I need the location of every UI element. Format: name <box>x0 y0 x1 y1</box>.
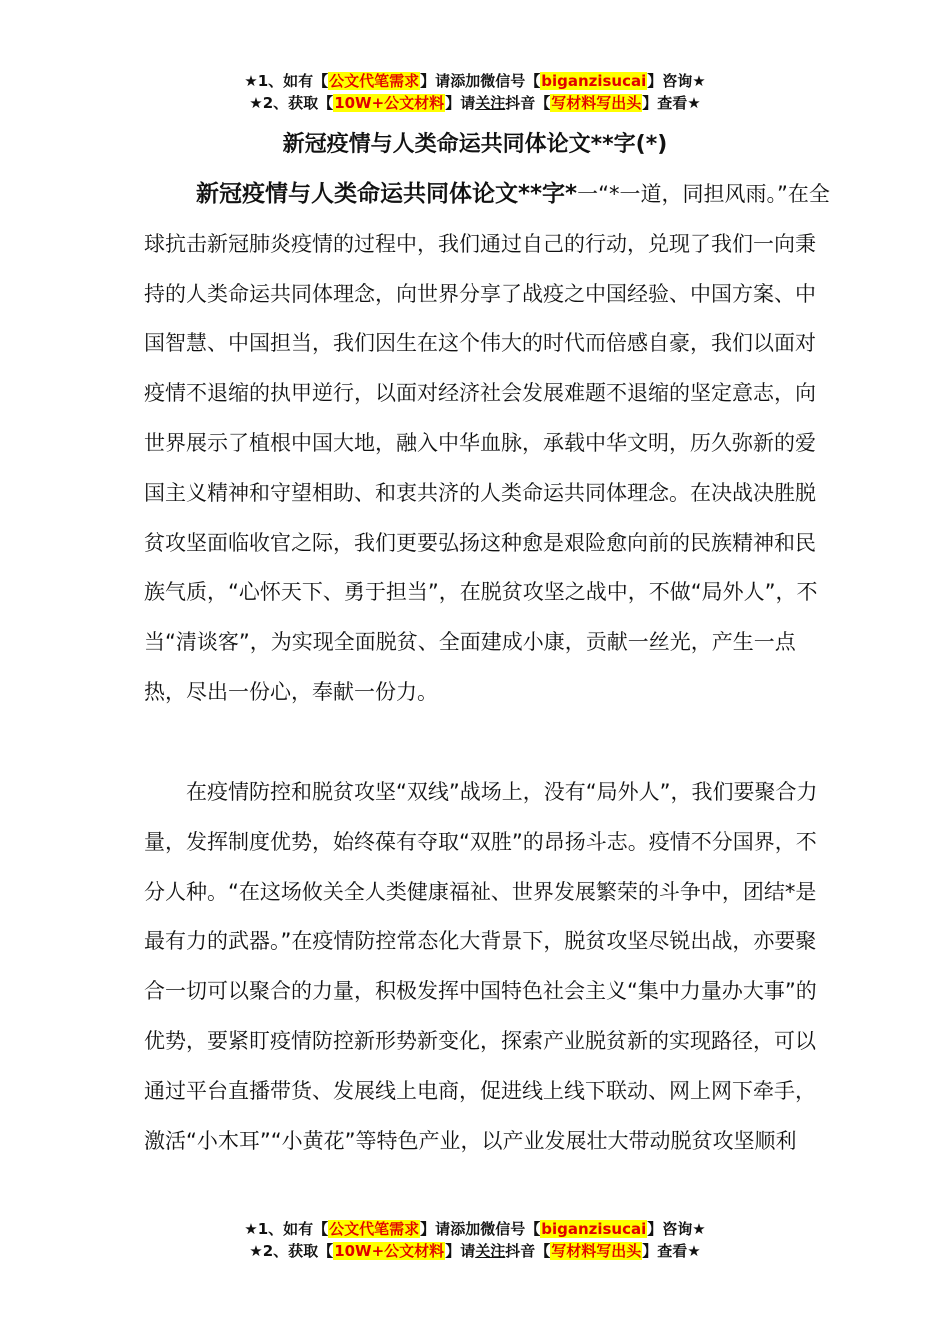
paragraph-lead: 新冠疫情与人类命运共同体论文**字* <box>196 181 578 207</box>
promo-text: 抖音【 <box>505 94 551 112</box>
promo-highlight: 公文代笔需求 <box>329 72 420 90</box>
wechat-id-highlight: biganzisucai <box>541 72 647 90</box>
promo-text: 关注 <box>475 1242 506 1260</box>
promo-highlight: 10W+公文材料 <box>334 1242 445 1260</box>
promo-line-1 <box>0 1218 950 1240</box>
wechat-id-highlight: biganzisucai <box>541 1220 647 1238</box>
promo-text: 】咨询★ <box>647 72 706 90</box>
promo-line-2 <box>0 1240 950 1262</box>
promo-header <box>0 70 950 114</box>
promo-text: 添加 <box>450 1220 481 1238</box>
douyin-highlight: 写材料写出头 <box>551 94 642 112</box>
promo-text: 微信号【 <box>480 72 541 90</box>
document-title: 新冠疫情与人类命运共同体论文**字(*) <box>282 132 668 157</box>
promo-footer <box>0 1218 950 1262</box>
promo-text: ★2、获取【 <box>249 1242 334 1260</box>
paragraph-1-text: 一“*一道，同担风雨。”在全球抗击新冠肺炎疫情的过程中，我们通过自己的行动，兑现了我们一向秉持的人类命运共同体理念，向世界分享了战疫之中国经验、中国方案、中国智慧、中国担当，我们因生在这个伟大的时代而倍感自豪，我们以面对疫情不退缩的执甲逆行，以面对经济社会发展难题不退缩的坚定意志，向世界展示了植根中国大地，融入中华血脉，承载中华文明，历久弥新的爱国主义精神和守望相助、和衷共济的人类命运共同体理念。在决战决胜脱贫攻坚面临收官之际，我们更要弘扬这种愈是艰险愈向前的民族精神和民族气质，“心怀天下、勇于担当”，在脱贫攻坚之战中，不做“局外人”，不当“清谈客”，为实现全面脱贫、全面建成小康，贡献一丝光，产生一点热，尽出一份心，奉献一份力。 <box>144 182 830 704</box>
promo-text: 】咨询★ <box>647 1220 706 1238</box>
promo-text: ★2、获取【 <box>249 94 334 112</box>
promo-text: 】请 <box>420 72 451 90</box>
promo-line-2 <box>0 92 950 114</box>
promo-text: 】请 <box>445 1242 476 1260</box>
promo-text: 关注 <box>475 94 506 112</box>
paragraph-2: 在疫情防控和脱贫攻坚“双线”战场上，没有“局外人”，我们要聚合力量，发挥制度优势，始终葆有夺取“双胜”的昂扬斗志。疫情不分国界，不分人种。“在这场攸关全人类健康福祉、世界发展繁荣的斗争中，团结*是最有力的武器。”在疫情防控常态化大背景下，脱贫攻坚尽锐出战，亦要聚合一切可以聚合的力量，积极发挥中国特色社会主义“集中力量办大事”的优势，要紧盯疫情防控新形势新变化，探索产业脱贫新的实现路径，可以通过平台直播带货、发展线上电商，促进线上线下联动、网上网下牵手，激活“小木耳”“小黄花”等特色产业，以产业发展壮大带动脱贫攻坚顺利 <box>144 780 818 1153</box>
promo-text: 】查看★ <box>642 94 701 112</box>
promo-highlight: 10W+公文材料 <box>334 94 445 112</box>
promo-line-1 <box>0 70 950 92</box>
promo-text: 添加 <box>450 72 481 90</box>
promo-text: 】查看★ <box>642 1242 701 1260</box>
paragraph-1 <box>144 170 830 718</box>
promo-text: 】请 <box>420 1220 451 1238</box>
promo-text: 微信号【 <box>480 1220 541 1238</box>
promo-text: 】请 <box>445 94 476 112</box>
douyin-highlight: 写材料写出头 <box>551 1242 642 1260</box>
promo-text: 抖音【 <box>505 1242 551 1260</box>
promo-highlight: 公文代笔需求 <box>329 1220 420 1238</box>
promo-text: ★1、如有【 <box>244 72 329 90</box>
promo-text: ★1、如有【 <box>244 1220 329 1238</box>
